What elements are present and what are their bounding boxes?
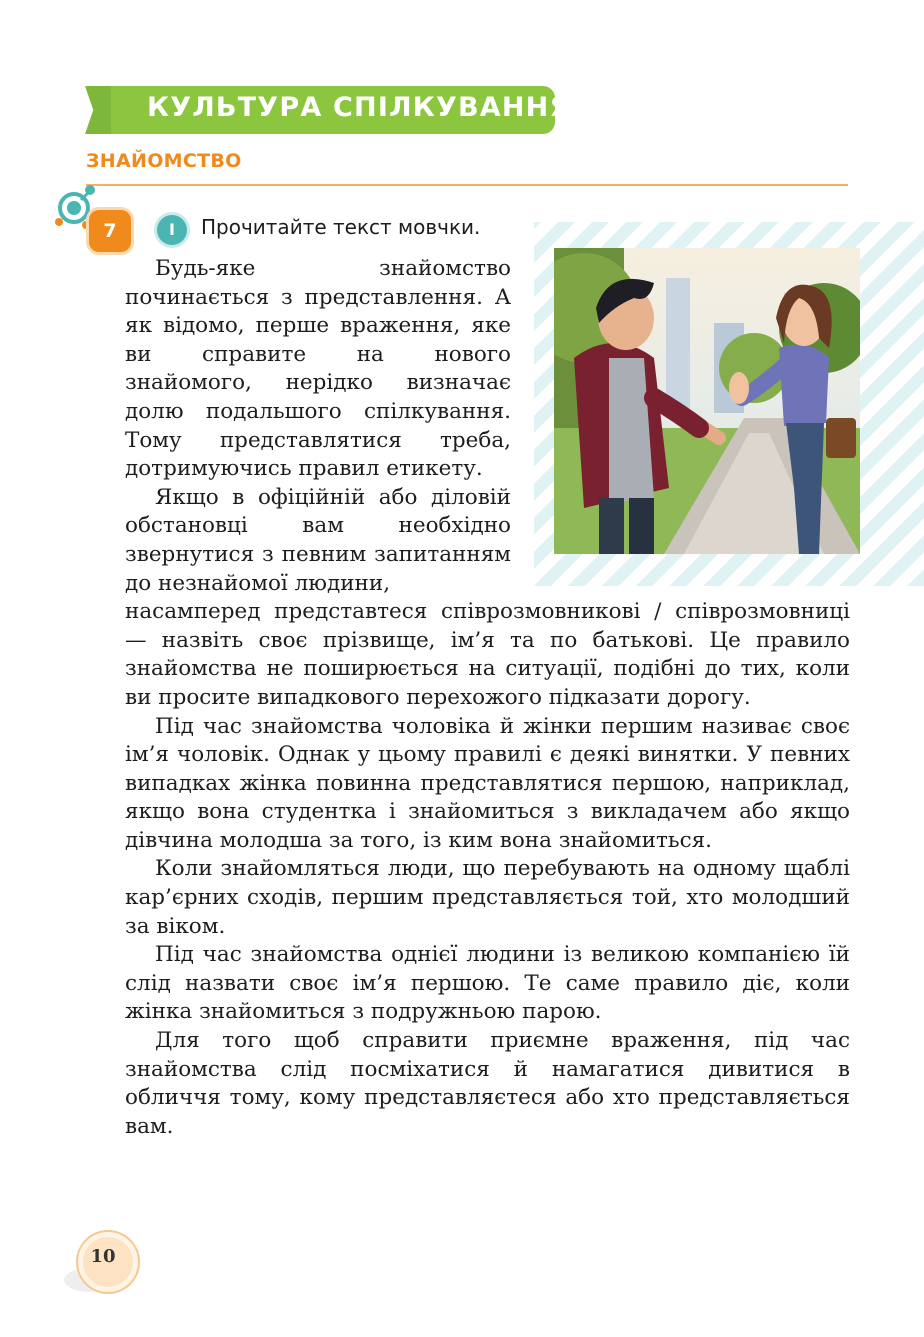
section-subtitle: ЗНАЙОМСТВО (86, 150, 242, 172)
subtitle-divider (86, 184, 848, 186)
paragraph: Під час знайомства однієї людини із великою компанією їй слід назвати своє ім’я першою. Те саме правило діє, коли жінка знайомиться з подружньою парою. (125, 942, 850, 1025)
paragraph: Коли знайомляться люди, що перебувають на одному щаблі кар’єрних сходів, першим представляється той, хто молодший за віком. (125, 856, 850, 939)
paragraph: Будь-яке знайомство починається з представлення. А як відомо, перше враження, яке ви справите на нового знайомого, нерідко визначає долю подальшого спілкування. Тому представлятися треба, дотримуючись правил етикету. (125, 256, 511, 482)
reading-task-icon: І (157, 215, 187, 245)
page-number-badge (62, 1232, 142, 1302)
paragraph: Якщо в офіційній або діловій обстановці вам необхідно звернутися з певним запитанням до незнайомої людини, (125, 484, 511, 596)
exercise-number: 7 (89, 210, 131, 252)
body-text (125, 255, 850, 1141)
paragraph: Під час знайомства чоловіка й жінки першим називає своє ім’я чоловік. Однак у цьому правилі є деякі винятки. У певних випадках жінка повинна представлятися першою, наприклад, якщо вона студентка і знайомиться з викладачем або якщо дівчина молодша за того, із ким вона знайомиться. (125, 713, 850, 853)
section-banner (85, 86, 572, 134)
task-instruction: Прочитайте текст мовчки. (201, 215, 481, 239)
section-title: КУЛЬТУРА СПІЛКУВАННЯ (147, 92, 572, 123)
paragraph: насамперед представтеся співрозмовникові / співрозмовниці — назвіть своє прізвище, ім’я та по батькові. Це правило знайомства не поширюється на ситуації, подібні до тих, коли ви просите випадкового перехожого підказати дорогу. (125, 599, 850, 710)
page-number: 10 (90, 1246, 116, 1267)
paragraph: Для того щоб справити приємне враження, під час знайомства слід посміхатися й намагатися дивитися в обличчя тому, кому представляєтеся або хто представляється вам. (125, 1028, 850, 1139)
